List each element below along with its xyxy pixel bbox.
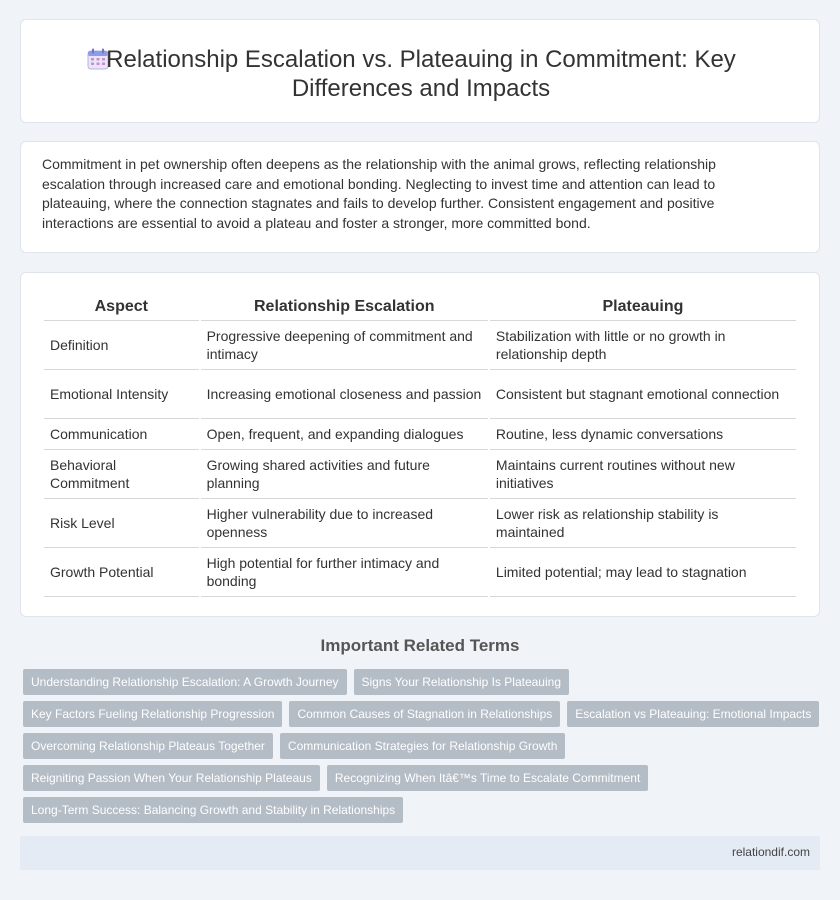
footer-site-name: relationdif.com (731, 845, 810, 859)
cell-aspect: Definition (44, 321, 199, 370)
intro-paragraph: Commitment in pet ownership often deepens as the relationship with the animal grows, reflecting relationship escalation through increased care and emotional bonding. Neglecting to invest time and attention can lead to plateauing, where the connection stagnates and fails to develop further. Consistent engagement and positive interactions are essential to avoid a plateau and foster a stronger, more committed bond. (42, 156, 716, 231)
related-term-tag[interactable]: Reigniting Passion When Your Relationship Plateaus (23, 765, 320, 791)
table-row (44, 419, 796, 450)
related-term-tag[interactable]: Understanding Relationship Escalation: A Growth Journey (23, 669, 347, 695)
cell-aspect: Behavioral Commitment (44, 450, 199, 499)
cell-aspect: Communication (44, 419, 199, 450)
cell-aspect: Risk Level (44, 499, 199, 548)
related-term-tag[interactable]: Overcoming Relationship Plateaus Together (23, 733, 273, 759)
cell-plateauing: Lower risk as relationship stability is maintained (490, 499, 796, 548)
table-row (44, 450, 796, 499)
cell-plateauing: Consistent but stagnant emotional connection (490, 370, 796, 419)
cell-escalation: Increasing emotional closeness and passion (201, 370, 488, 419)
related-term-tag[interactable]: Key Factors Fueling Relationship Progression (23, 701, 282, 727)
related-term-tag[interactable]: Communication Strategies for Relationship Growth (280, 733, 565, 759)
cell-aspect: Growth Potential (44, 548, 199, 597)
cell-plateauing: Limited potential; may lead to stagnation (490, 548, 796, 597)
table-row (44, 321, 796, 370)
intro-card (20, 141, 820, 253)
column-header-escalation: Relationship Escalation (201, 293, 488, 321)
cell-plateauing: Maintains current routines without new initiatives (490, 450, 796, 499)
related-terms-list (23, 669, 823, 829)
cell-escalation: Growing shared activities and future planning (201, 450, 488, 499)
related-term-tag[interactable]: Escalation vs Plateauing: Emotional Impacts (567, 701, 819, 727)
table-row (44, 370, 796, 419)
related-term-tag[interactable]: Common Causes of Stagnation in Relationships (289, 701, 560, 727)
column-header-plateauing: Plateauing (490, 293, 796, 321)
column-header-aspect: Aspect (44, 293, 199, 321)
comparison-card (20, 272, 820, 617)
cell-plateauing: Routine, less dynamic conversations (490, 419, 796, 450)
cell-escalation: High potential for further intimacy and bonding (201, 548, 488, 597)
related-term-tag[interactable]: Long-Term Success: Balancing Growth and Stability in Relationships (23, 797, 403, 823)
page-title: Relationship Escalation vs. Plateauing in Commitment: Key Differences and Impacts (106, 46, 736, 102)
related-terms-heading: Important Related Terms (320, 636, 520, 655)
header-card (20, 19, 820, 123)
cell-plateauing: Stabilization with little or no growth in relationship depth (490, 321, 796, 370)
table-row (44, 548, 796, 597)
cell-escalation: Progressive deepening of commitment and intimacy (201, 321, 488, 370)
comparison-table (42, 293, 798, 597)
related-term-tag[interactable]: Signs Your Relationship Is Plateauing (354, 669, 569, 695)
cell-aspect: Emotional Intensity (44, 370, 199, 419)
cell-escalation: Open, frequent, and expanding dialogues (201, 419, 488, 450)
table-row (44, 499, 796, 548)
footer (20, 836, 820, 870)
cell-escalation: Higher vulnerability due to increased openness (201, 499, 488, 548)
related-term-tag[interactable]: Recognizing When Itâ€™s Time to Escalate Commitment (327, 765, 648, 791)
